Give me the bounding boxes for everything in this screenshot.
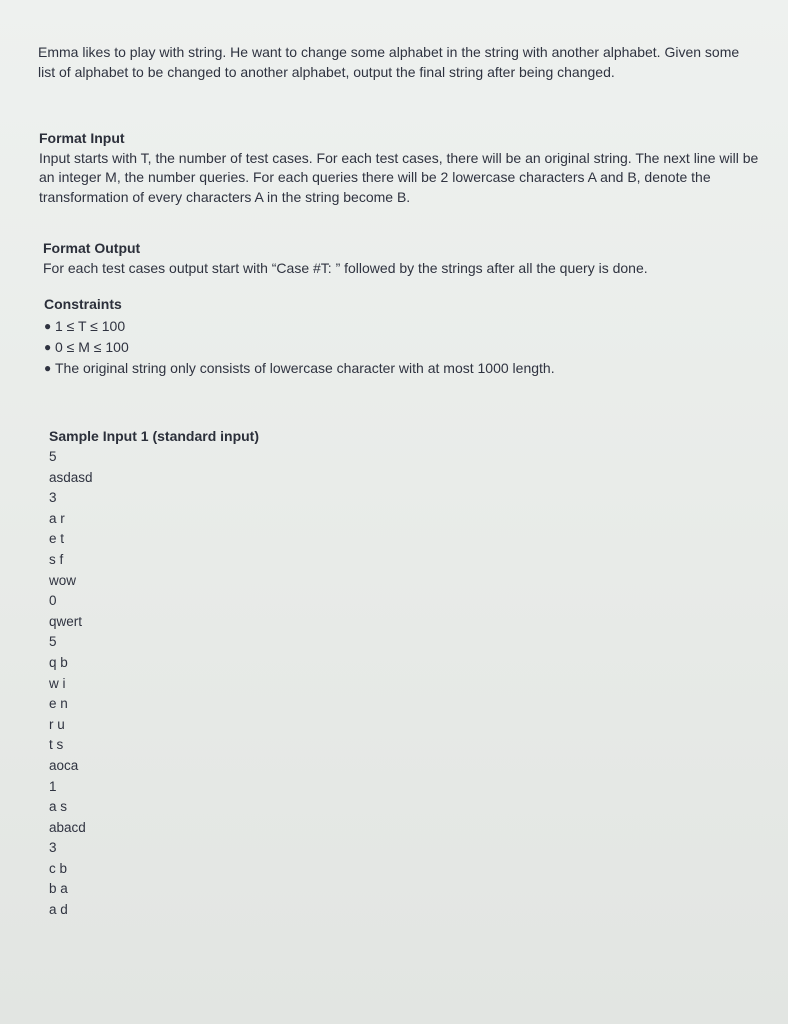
- sample-input-section: [49, 426, 449, 921]
- sample-line: wow: [49, 572, 77, 588]
- sample-input-lines: [49, 447, 449, 921]
- sample-line: abacd: [49, 819, 86, 835]
- format-input-heading: Format Input: [39, 130, 125, 146]
- sample-line: asdasd: [49, 469, 93, 485]
- sample-line: aoca: [49, 757, 79, 773]
- format-output-heading: Format Output: [43, 240, 141, 256]
- bullet-icon: ●: [44, 360, 52, 375]
- format-output-text: For each test cases output start with “Case #T: ” followed by the strings after all the query is done.: [43, 259, 648, 276]
- sample-line: w i: [49, 675, 66, 691]
- sample-line: 1: [49, 778, 57, 794]
- sample-line: 5: [49, 449, 57, 464]
- constraints-heading: Constraints: [44, 296, 122, 312]
- sample-line: a s: [49, 799, 68, 815]
- format-input-text: Input starts with T, the number of test cases. For each test cases, there will be an original string. The next line will be an integer M, the number queries. For each queries there will be 2 lowercase characters A and B, denote the transformation of every characters A in the string become B.: [39, 149, 759, 205]
- format-input-section: [39, 129, 759, 207]
- sample-line: a r: [49, 510, 65, 526]
- problem-intro: Emma likes to play with string. He want to change some alphabet in the string with another alphabet. Given some list of alphabet to be changed to another alphabet, output the final string after being changed.: [38, 44, 740, 80]
- sample-line: 3: [49, 490, 57, 506]
- sample-line: 5: [49, 634, 57, 650]
- sample-line: c b: [49, 860, 68, 876]
- format-output-section: [43, 239, 763, 278]
- constraint-item: ● 1 ≤ T ≤ 100: [44, 316, 764, 337]
- sample-line: s f: [49, 551, 64, 567]
- constraints-list: [44, 316, 764, 379]
- sample-line: e t: [49, 531, 65, 547]
- constraints-section: [44, 295, 764, 379]
- sample-line: t s: [49, 737, 64, 753]
- sample-line: e n: [49, 696, 68, 712]
- sample-line: q b: [49, 654, 68, 670]
- bullet-icon: ●: [44, 318, 52, 333]
- sample-input-title: Sample Input 1 (standard input): [49, 428, 260, 444]
- sample-line: r u: [49, 716, 65, 732]
- sample-line: 3: [49, 840, 57, 856]
- sample-line: qwert: [49, 613, 83, 629]
- sample-line: 0: [49, 593, 57, 609]
- sample-line: b a: [49, 881, 68, 897]
- sample-line: a d: [49, 902, 68, 918]
- constraint-item: ● 0 ≤ M ≤ 100: [44, 337, 764, 358]
- bullet-icon: ●: [44, 339, 52, 354]
- constraint-item: ● The original string only consists of lowercase character with at most 1000 length.: [44, 358, 764, 379]
